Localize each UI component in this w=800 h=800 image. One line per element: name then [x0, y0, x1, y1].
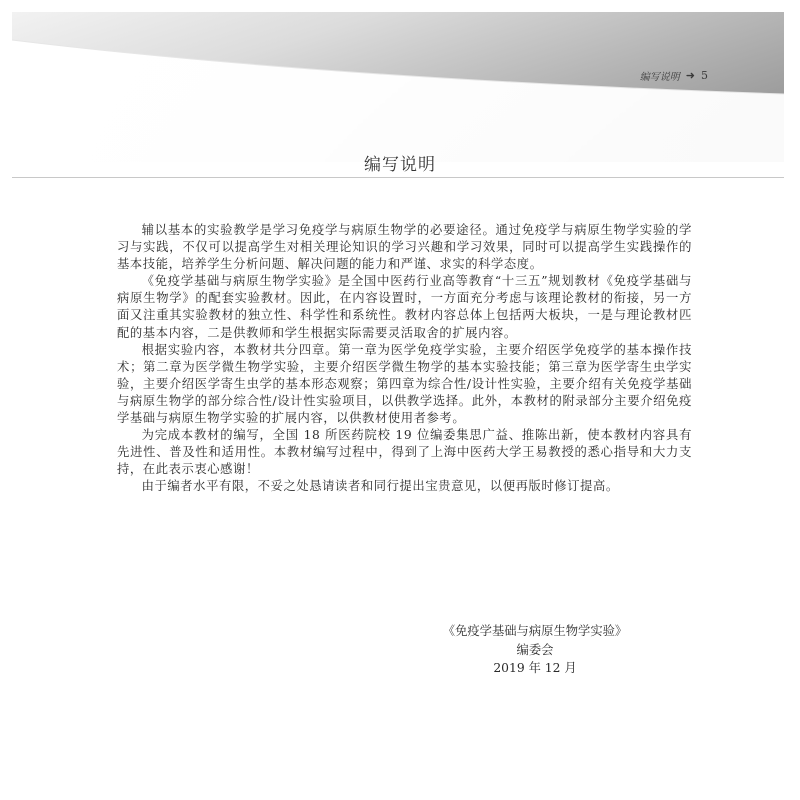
- signature-block: [405, 622, 665, 678]
- paragraph: 由于编者水平有限，不妥之处恳请读者和同行提出宝贵意见，以便再版时修订提高。: [141, 479, 619, 494]
- signature-book-title: 《免疫学基础与病原生物学实验》: [442, 624, 628, 638]
- arrow-icon: ➜: [685, 69, 695, 82]
- paragraph: 根据实验内容，本教材共分四章。第一章为医学免疫学实验，主要介绍医学免疫学的基本操作技术；第二章为医学微生物学实验，主要介绍医学微生物学的基本实验技能；第三章为医学寄生虫学实验，主要介绍医学寄生虫学的基本形态观察；第四章为综合性/设计性实验，主要介绍有关免疫学基础与病原生物学的部分综合性/设计性实验项目，以供教学选择。此外，本教材的附录部分主要介绍免疫学基础与病原生物学实验的扩展内容，以供教材使用者参考。: [117, 342, 692, 426]
- signature-committee: 编委会: [516, 642, 554, 657]
- paragraph: 辅以基本的实验教学是学习免疫学与病原生物学的必要途径。通过免疫学与病原生物学实验的学习与实践，不仅可以提高学生对相关理论知识的学习兴趣和学习效果，同时可以提高学生实践操作的基本技能，培养学生分析问题、解决问题的能力和严谨、求实的科学态度。: [117, 223, 692, 272]
- running-head: [640, 68, 708, 83]
- paragraph: 为完成本教材的编写，全国 18 所医药院校 19 位编委集思广益、推陈出新，使本教材内容具有先进性、普及性和适用性。本教材编写过程中，得到了上海中医药大学王易教授的悉心指导和大力支持，在此表示衷心感谢！: [117, 428, 692, 477]
- paragraph: 《免疫学基础与病原生物学实验》是全国中医药行业高等教育“十三五”规划教材《免疫学基础与病原生物学》的配套实验教材。因此，在内容设置时，一方面充分考虑与该理论教材的衔接，另一方面又注重其实验教材的独立性、科学性和系统性。教材内容总体上包括两大板块，一是与理论教材匹配的基本内容，二是供教师和学生根据实际需要灵活取舍的扩展内容。: [117, 274, 692, 340]
- page-number: 5: [701, 69, 708, 82]
- page-title: 编写说明: [364, 155, 436, 175]
- signature-date: 2019 年 12 月: [493, 661, 577, 675]
- body-text: [117, 222, 692, 496]
- running-title: 编写说明: [639, 72, 680, 83]
- title-divider: [12, 177, 784, 178]
- header-gradient-band: [12, 12, 784, 162]
